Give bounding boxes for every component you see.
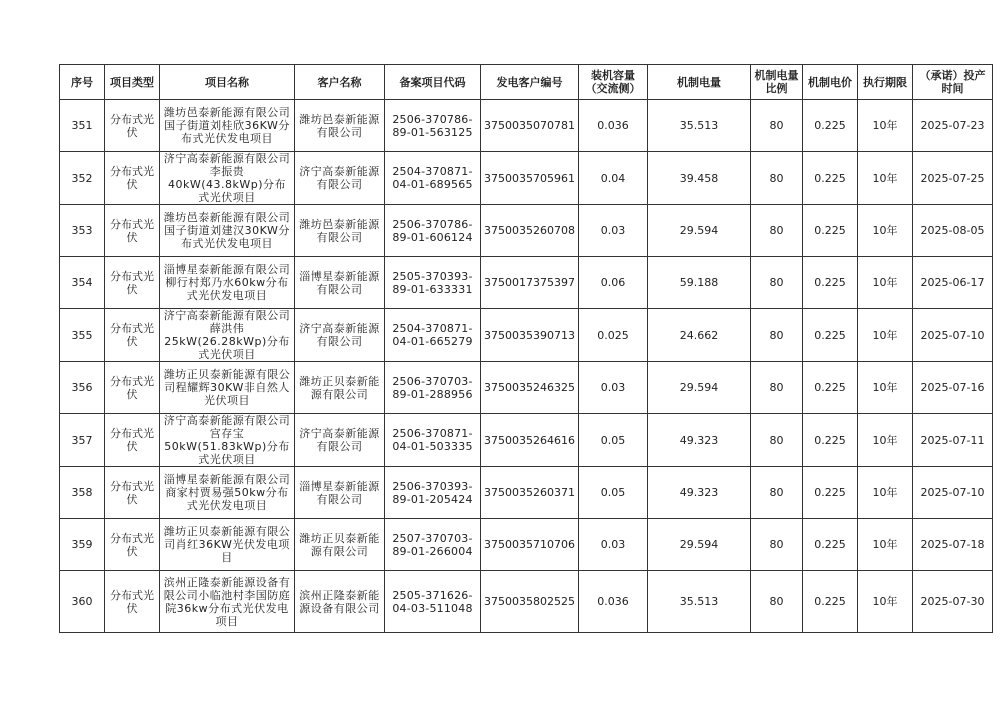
cell-period: 10年 [857, 100, 912, 152]
project-table [59, 64, 993, 633]
cell-date: 2025-07-10 [912, 309, 992, 362]
table-row [60, 100, 993, 152]
cell-period: 10年 [857, 362, 912, 414]
cell-seq: 351 [60, 100, 105, 152]
cell-capacity: 0.04 [578, 152, 647, 205]
cell-name: 潍坊邑泰新能源有限公司国子街道刘桂欣36KW分布式光伏发电项目 [160, 100, 295, 152]
cell-seq: 352 [60, 152, 105, 205]
cell-energy: 35.513 [647, 571, 750, 633]
cell-seq: 355 [60, 309, 105, 362]
cell-account: 3750017375397 [481, 257, 579, 309]
cell-ratio: 80 [750, 571, 802, 633]
cell-name: 济宁高泰新能源有限公司宫存宝50kW(51.83kWp)分布式光伏项目 [160, 414, 295, 467]
cell-type: 分布式光伏 [105, 257, 160, 309]
cell-customer: 潍坊正贝泰新能源有限公司 [295, 362, 385, 414]
cell-date: 2025-06-17 [912, 257, 992, 309]
cell-date: 2025-07-16 [912, 362, 992, 414]
cell-account: 3750035264616 [481, 414, 579, 467]
cell-type: 分布式光伏 [105, 362, 160, 414]
cell-code: 2505-370393-89-01-633331 [385, 257, 481, 309]
cell-ratio: 80 [750, 467, 802, 519]
cell-code: 2506-370393-89-01-205424 [385, 467, 481, 519]
cell-type: 分布式光伏 [105, 414, 160, 467]
header-seq: 序号 [60, 65, 105, 100]
cell-capacity: 0.05 [578, 414, 647, 467]
cell-ratio: 80 [750, 519, 802, 571]
cell-energy: 59.188 [647, 257, 750, 309]
cell-ratio: 80 [750, 100, 802, 152]
cell-price: 0.225 [802, 257, 857, 309]
header-code: 备案项目代码 [385, 65, 481, 100]
cell-period: 10年 [857, 571, 912, 633]
cell-customer: 淄博星泰新能源有限公司 [295, 467, 385, 519]
cell-name: 淄博星泰新能源有限公司商家村贾易强50kw分布式光伏发电项目 [160, 467, 295, 519]
cell-price: 0.225 [802, 100, 857, 152]
cell-code: 2504-370871-04-01-689565 [385, 152, 481, 205]
cell-type: 分布式光伏 [105, 100, 160, 152]
cell-account: 3750035260708 [481, 205, 579, 257]
cell-seq: 354 [60, 257, 105, 309]
cell-customer: 滨州正隆泰新能源设备有限公司 [295, 571, 385, 633]
cell-price: 0.225 [802, 414, 857, 467]
cell-type: 分布式光伏 [105, 467, 160, 519]
header-date: （承诺）投产时间 [912, 65, 992, 100]
cell-capacity: 0.06 [578, 257, 647, 309]
cell-date: 2025-07-23 [912, 100, 992, 152]
cell-date: 2025-07-18 [912, 519, 992, 571]
cell-account: 3750035710706 [481, 519, 579, 571]
cell-code: 2506-370871-04-01-503335 [385, 414, 481, 467]
table-row [60, 205, 993, 257]
cell-price: 0.225 [802, 152, 857, 205]
cell-account: 3750035246325 [481, 362, 579, 414]
cell-ratio: 80 [750, 362, 802, 414]
cell-type: 分布式光伏 [105, 519, 160, 571]
header-capacity: 装机容量（交流侧） [578, 65, 647, 100]
header-customer: 客户名称 [295, 65, 385, 100]
cell-capacity: 0.03 [578, 362, 647, 414]
header-account: 发电客户编号 [481, 65, 579, 100]
table-row [60, 257, 993, 309]
header-energy: 机制电量 [647, 65, 750, 100]
cell-period: 10年 [857, 205, 912, 257]
cell-price: 0.225 [802, 519, 857, 571]
cell-name: 淄博星泰新能源有限公司柳行村郑乃水60kw分布式光伏发电项目 [160, 257, 295, 309]
cell-date: 2025-07-30 [912, 571, 992, 633]
cell-name: 潍坊邑泰新能源有限公司国子街道刘建汉30KW分布式光伏发电项目 [160, 205, 295, 257]
cell-customer: 济宁高泰新能源有限公司 [295, 309, 385, 362]
cell-type: 分布式光伏 [105, 309, 160, 362]
cell-capacity: 0.03 [578, 205, 647, 257]
header-price: 机制电价 [802, 65, 857, 100]
cell-ratio: 80 [750, 257, 802, 309]
header-name: 项目名称 [160, 65, 295, 100]
cell-code: 2506-370786-89-01-563125 [385, 100, 481, 152]
cell-price: 0.225 [802, 467, 857, 519]
cell-period: 10年 [857, 519, 912, 571]
cell-energy: 29.594 [647, 519, 750, 571]
table-row [60, 362, 993, 414]
cell-account: 3750035260371 [481, 467, 579, 519]
cell-code: 2507-370703-89-01-266004 [385, 519, 481, 571]
cell-period: 10年 [857, 414, 912, 467]
cell-customer: 淄博星泰新能源有限公司 [295, 257, 385, 309]
cell-energy: 35.513 [647, 100, 750, 152]
table-row [60, 414, 993, 467]
cell-name: 济宁高泰新能源有限公司薛洪伟25kW(26.28kWp)分布式光伏项目 [160, 309, 295, 362]
cell-energy: 29.594 [647, 362, 750, 414]
table-row [60, 467, 993, 519]
cell-date: 2025-07-25 [912, 152, 992, 205]
table-row [60, 309, 993, 362]
cell-customer: 济宁高泰新能源有限公司 [295, 152, 385, 205]
header-ratio: 机制电量比例 [750, 65, 802, 100]
cell-seq: 357 [60, 414, 105, 467]
cell-ratio: 80 [750, 152, 802, 205]
header-type: 项目类型 [105, 65, 160, 100]
cell-name: 潍坊正贝泰新能源有限公司肖红36KW光伏发电项目 [160, 519, 295, 571]
table-row [60, 571, 993, 633]
cell-energy: 49.323 [647, 414, 750, 467]
cell-account: 3750035705961 [481, 152, 579, 205]
cell-seq: 353 [60, 205, 105, 257]
cell-price: 0.225 [802, 362, 857, 414]
cell-customer: 潍坊正贝泰新能源有限公司 [295, 519, 385, 571]
cell-energy: 24.662 [647, 309, 750, 362]
cell-capacity: 0.036 [578, 100, 647, 152]
header-period: 执行期限 [857, 65, 912, 100]
cell-capacity: 0.03 [578, 519, 647, 571]
cell-ratio: 80 [750, 414, 802, 467]
table-row [60, 152, 993, 205]
cell-energy: 49.323 [647, 467, 750, 519]
table-row [60, 519, 993, 571]
cell-period: 10年 [857, 467, 912, 519]
cell-name: 济宁高泰新能源有限公司李振贵40kW(43.8kWp)分布式光伏项目 [160, 152, 295, 205]
cell-type: 分布式光伏 [105, 205, 160, 257]
cell-energy: 39.458 [647, 152, 750, 205]
header-row [60, 65, 993, 100]
cell-code: 2505-371626-04-03-511048 [385, 571, 481, 633]
cell-name: 潍坊正贝泰新能源有限公司程耀辉30KW非自然人光伏项目 [160, 362, 295, 414]
cell-code: 2506-370786-89-01-606124 [385, 205, 481, 257]
cell-capacity: 0.025 [578, 309, 647, 362]
cell-account: 3750035390713 [481, 309, 579, 362]
cell-date: 2025-07-11 [912, 414, 992, 467]
cell-date: 2025-07-10 [912, 467, 992, 519]
cell-price: 0.225 [802, 205, 857, 257]
cell-energy: 29.594 [647, 205, 750, 257]
cell-account: 3750035070781 [481, 100, 579, 152]
cell-name: 滨州正隆泰新能源设备有限公司小临池村李国防庭院36kw分布式光伏发电项目 [160, 571, 295, 633]
cell-customer: 潍坊邑泰新能源有限公司 [295, 100, 385, 152]
cell-period: 10年 [857, 152, 912, 205]
cell-ratio: 80 [750, 205, 802, 257]
cell-customer: 潍坊邑泰新能源有限公司 [295, 205, 385, 257]
cell-capacity: 0.036 [578, 571, 647, 633]
cell-date: 2025-08-05 [912, 205, 992, 257]
cell-code: 2504-370871-04-01-665279 [385, 309, 481, 362]
cell-customer: 济宁高泰新能源有限公司 [295, 414, 385, 467]
cell-period: 10年 [857, 257, 912, 309]
cell-price: 0.225 [802, 309, 857, 362]
cell-type: 分布式光伏 [105, 152, 160, 205]
cell-period: 10年 [857, 309, 912, 362]
cell-seq: 360 [60, 571, 105, 633]
cell-ratio: 80 [750, 309, 802, 362]
cell-capacity: 0.05 [578, 467, 647, 519]
cell-code: 2506-370703-89-01-288956 [385, 362, 481, 414]
cell-account: 3750035802525 [481, 571, 579, 633]
cell-type: 分布式光伏 [105, 571, 160, 633]
cell-seq: 359 [60, 519, 105, 571]
cell-seq: 356 [60, 362, 105, 414]
cell-price: 0.225 [802, 571, 857, 633]
cell-seq: 358 [60, 467, 105, 519]
